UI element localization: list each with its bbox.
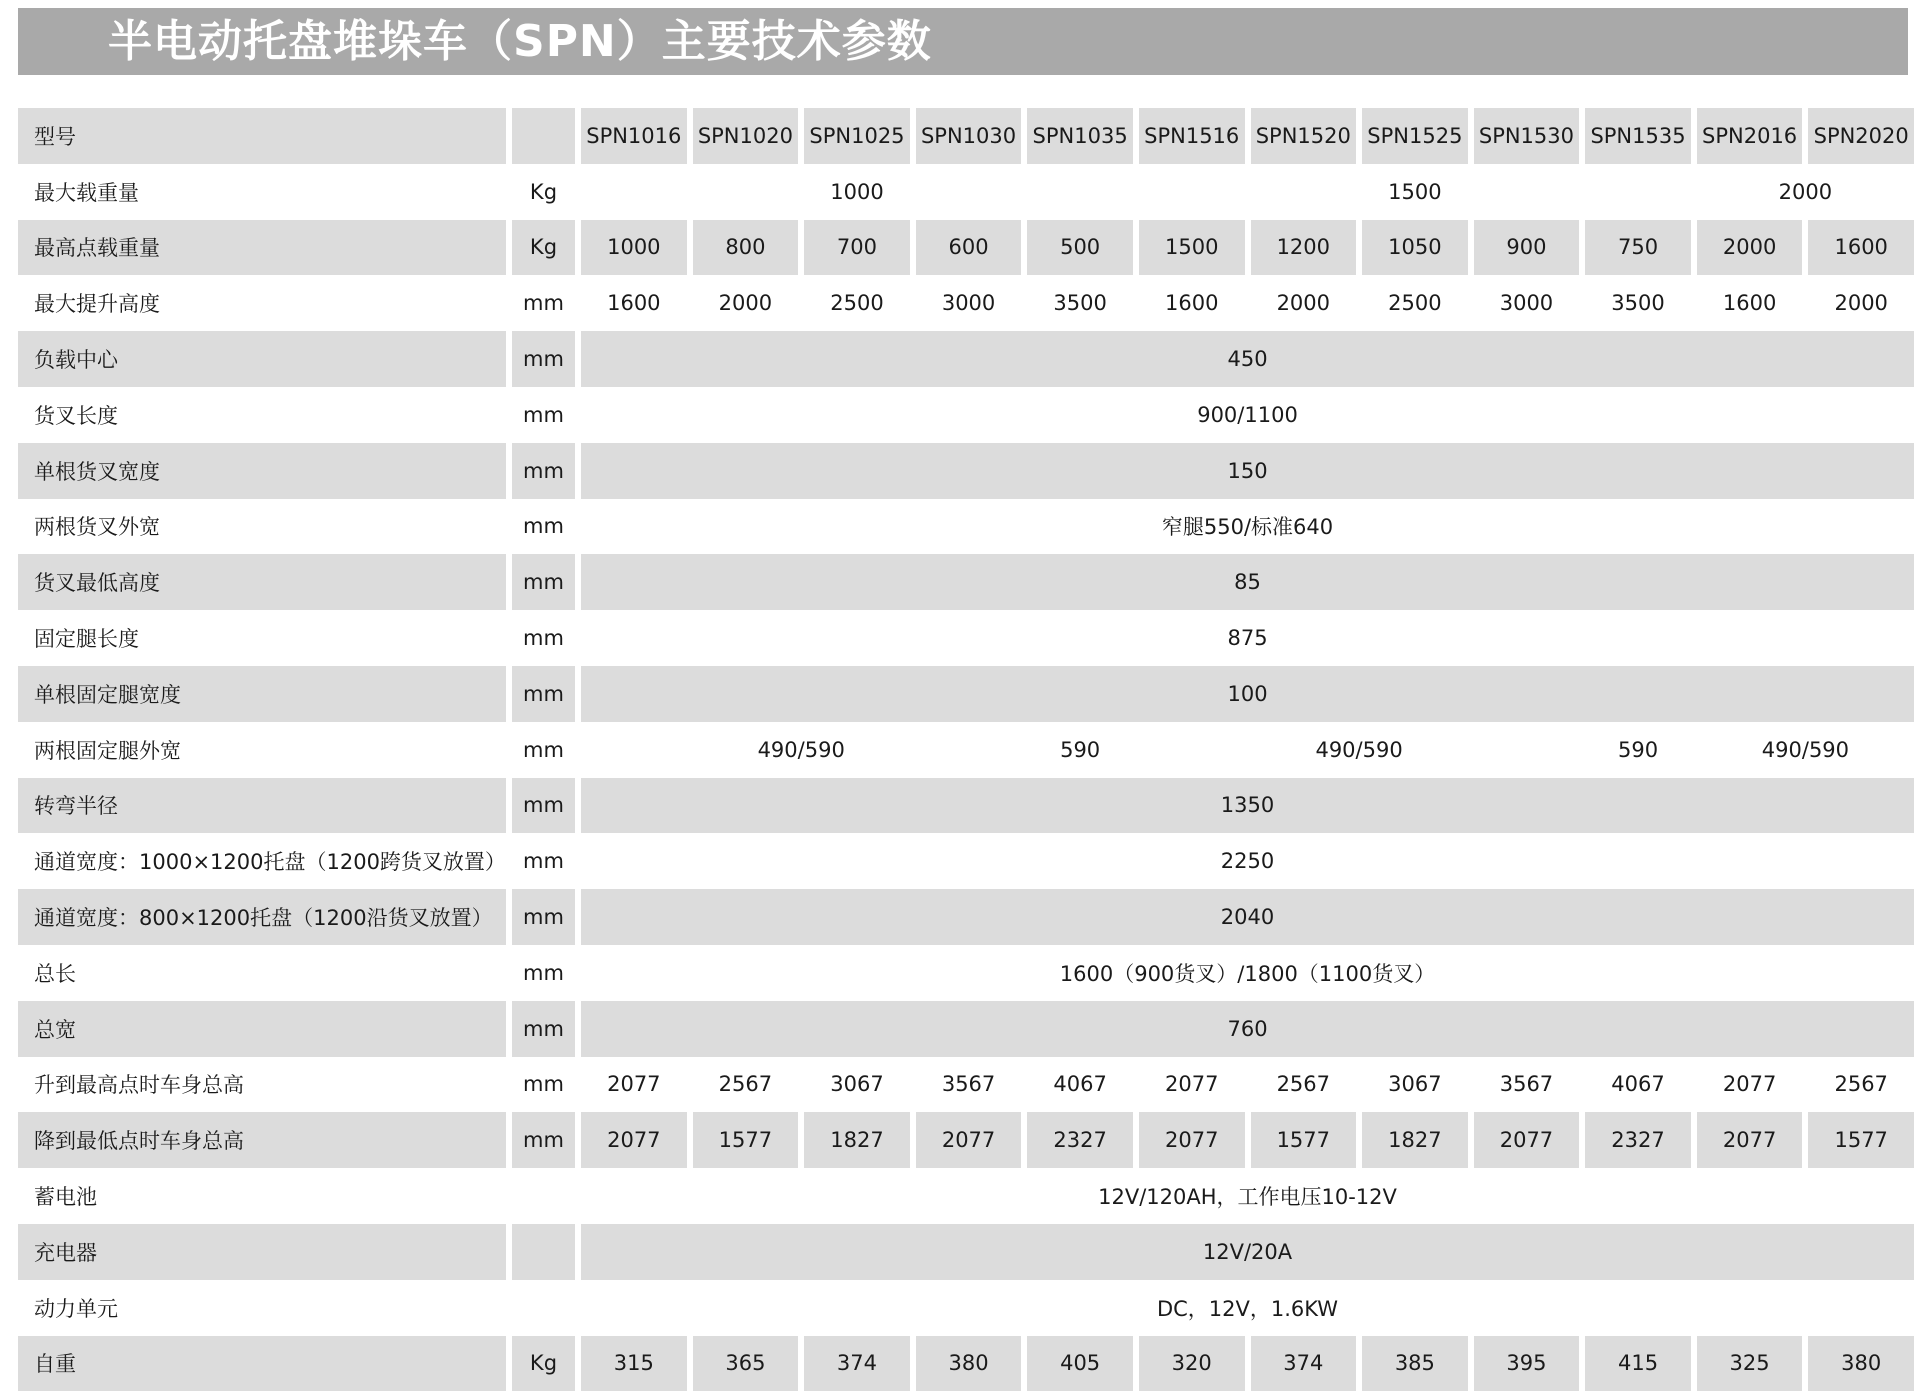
row-label: 转弯半径 — [18, 778, 506, 834]
table-row — [18, 778, 1914, 834]
table-cell: 2000 — [1834, 291, 1888, 316]
table-cell: 2077 — [607, 1072, 661, 1097]
table-row — [18, 220, 1914, 276]
table-cell: 3500 — [1611, 291, 1665, 316]
spec-table-body — [18, 108, 1914, 1391]
table-cell: SPN1035 — [1027, 108, 1133, 164]
table-cell: 325 — [1697, 1336, 1803, 1391]
row-unit: Kg — [529, 179, 558, 204]
table-cell: SPN1516 — [1139, 108, 1245, 164]
table-cell: 3000 — [1499, 291, 1554, 316]
row-label: 升到最高点时车身总高 — [34, 1073, 244, 1098]
row-label: 固定腿长度 — [34, 627, 139, 652]
table-cell: SPN1525 — [1362, 108, 1468, 164]
table-cell: 1600 — [607, 291, 661, 316]
table-cell: 3067 — [1388, 1072, 1442, 1097]
table-cell: 1600 — [1808, 220, 1914, 276]
table-cell: 2077 — [1474, 1112, 1580, 1168]
table-cell: SPN1016 — [581, 108, 687, 164]
table-cell: 1577 — [1808, 1112, 1914, 1168]
table-cell: 590 — [1617, 737, 1659, 762]
row-label: 负载中心 — [18, 331, 506, 387]
table-cell: 12V/120AH，工作电压10-12V — [1098, 1185, 1397, 1210]
row-label: 最高点载重量 — [18, 220, 506, 276]
table-cell: 374 — [1251, 1336, 1357, 1391]
table-cell: 1350 — [581, 778, 1914, 834]
table-cell: 150 — [581, 443, 1914, 499]
table-cell: 500 — [1027, 220, 1133, 276]
table-cell: 1000 — [581, 220, 687, 276]
table-row — [18, 1168, 1914, 1224]
table-cell: 3500 — [1053, 291, 1107, 316]
table-cell: 315 — [581, 1336, 687, 1391]
table-cell: 380 — [916, 1336, 1022, 1391]
table-cell: 2040 — [581, 889, 1914, 945]
table-row — [18, 331, 1914, 387]
row-label: 单根货叉宽度 — [18, 443, 506, 499]
table-row — [18, 1280, 1914, 1336]
row-label: 自重 — [18, 1336, 506, 1391]
table-row — [18, 275, 1914, 331]
table-cell: 1600 — [1722, 291, 1777, 316]
table-row — [18, 722, 1914, 778]
table-row — [18, 554, 1914, 610]
table-row — [18, 945, 1914, 1001]
table-cell: SPN1030 — [916, 108, 1022, 164]
table-row — [18, 889, 1914, 945]
table-cell: 490/590 — [1761, 737, 1850, 762]
table-row — [18, 387, 1914, 443]
table-cell: 1600（900货叉）/1800（1100货叉） — [1059, 961, 1436, 986]
table-row — [18, 108, 1914, 164]
table-cell: 374 — [804, 1336, 910, 1391]
table-cell: 3067 — [830, 1072, 884, 1097]
table-cell: 1577 — [693, 1112, 799, 1168]
table-cell: 2567 — [1834, 1072, 1888, 1097]
table-cell: 3000 — [941, 291, 996, 316]
table-cell: 380 — [1808, 1336, 1914, 1391]
table-cell: 3567 — [1499, 1072, 1554, 1097]
table-cell: 750 — [1585, 220, 1691, 276]
table-cell: 1500 — [1388, 179, 1442, 204]
row-label: 蓄电池 — [34, 1185, 97, 1210]
row-label: 通道宽度：800×1200托盘（1200沿货叉放置） — [18, 889, 506, 945]
table-cell: 385 — [1362, 1336, 1468, 1391]
table-cell: 320 — [1139, 1336, 1245, 1391]
table-cell: 2077 — [1697, 1112, 1803, 1168]
table-row — [18, 499, 1914, 555]
row-unit: Kg — [512, 1336, 575, 1391]
row-unit — [512, 1168, 575, 1224]
row-unit — [512, 108, 575, 164]
row-unit: mm — [523, 626, 564, 651]
table-cell: 875 — [1227, 626, 1268, 651]
row-label: 动力单元 — [34, 1296, 118, 1321]
table-cell: 1500 — [1139, 220, 1245, 276]
table-row — [18, 443, 1914, 499]
row-label: 充电器 — [18, 1224, 506, 1280]
row-unit: mm — [523, 849, 564, 874]
row-unit: mm — [523, 291, 564, 316]
row-label: 总宽 — [18, 1001, 506, 1057]
table-cell: 2077 — [1139, 1112, 1245, 1168]
table-row — [18, 833, 1914, 889]
table-cell: 700 — [804, 220, 910, 276]
table-cell: DC，12V，1.6KW — [1156, 1296, 1339, 1321]
table-cell: 2327 — [1027, 1112, 1133, 1168]
row-unit: mm — [523, 960, 564, 985]
table-cell: 395 — [1474, 1336, 1580, 1391]
table-cell: 1200 — [1251, 220, 1357, 276]
table-cell: 1050 — [1362, 220, 1468, 276]
row-unit: mm — [512, 1001, 575, 1057]
table-cell: SPN1535 — [1585, 108, 1691, 164]
table-cell: 590 — [1060, 737, 1101, 762]
row-unit: mm — [512, 443, 575, 499]
table-cell: 1000 — [830, 179, 884, 204]
table-cell: SPN2016 — [1697, 108, 1803, 164]
row-unit: mm — [523, 514, 564, 539]
table-cell: 1600 — [1164, 291, 1219, 316]
row-label: 货叉长度 — [34, 403, 118, 428]
table-cell: 600 — [916, 220, 1022, 276]
table-cell: 2077 — [1164, 1072, 1219, 1097]
table-cell: 365 — [693, 1336, 799, 1391]
row-unit: mm — [523, 402, 564, 427]
table-cell: 2567 — [1276, 1072, 1331, 1097]
row-unit: Kg — [512, 220, 575, 276]
row-unit: mm — [523, 737, 564, 762]
row-label: 降到最低点时车身总高 — [18, 1112, 506, 1168]
table-cell: 4067 — [1053, 1072, 1107, 1097]
table-cell: SPN1020 — [693, 108, 799, 164]
table-cell: SPN1530 — [1474, 108, 1580, 164]
table-cell: 2327 — [1585, 1112, 1691, 1168]
table-cell: 490/590 — [1315, 737, 1403, 762]
spec-table — [12, 108, 1920, 1391]
table-cell: 2000 — [718, 291, 773, 316]
table-cell: 100 — [581, 666, 1914, 722]
table-cell: 2000 — [1697, 220, 1803, 276]
table-cell: 415 — [1585, 1336, 1691, 1391]
table-cell: 12V/20A — [581, 1224, 1914, 1280]
table-cell: 2500 — [830, 291, 884, 316]
table-row — [18, 1112, 1914, 1168]
table-cell: 900 — [1474, 220, 1580, 276]
row-label: 型号 — [18, 108, 506, 164]
row-unit — [512, 1224, 575, 1280]
row-label: 两根货叉外宽 — [34, 515, 160, 540]
table-row — [18, 1224, 1914, 1280]
table-row — [18, 1336, 1914, 1391]
table-cell: 2077 — [916, 1112, 1022, 1168]
table-row — [18, 164, 1914, 220]
row-unit: mm — [512, 331, 575, 387]
table-cell: 窄腿550/标准640 — [1161, 515, 1334, 540]
table-cell: 1827 — [1362, 1112, 1468, 1168]
table-row — [18, 610, 1914, 666]
table-cell: 2077 — [1722, 1072, 1777, 1097]
table-row — [18, 1057, 1914, 1113]
table-cell: 4067 — [1611, 1072, 1665, 1097]
table-cell: SPN1025 — [804, 108, 910, 164]
row-unit: mm — [512, 554, 575, 610]
table-cell: 2567 — [718, 1072, 773, 1097]
table-cell: 2000 — [1276, 291, 1331, 316]
row-unit: mm — [512, 1112, 575, 1168]
title-banner — [18, 8, 1908, 75]
row-unit: mm — [512, 889, 575, 945]
table-cell: 2500 — [1388, 291, 1442, 316]
row-unit: mm — [512, 666, 575, 722]
row-label: 单根固定腿宽度 — [18, 666, 506, 722]
row-label: 最大载重量 — [34, 180, 139, 205]
table-cell: SPN2020 — [1808, 108, 1914, 164]
table-cell: 490/590 — [757, 737, 845, 762]
table-cell: 800 — [693, 220, 799, 276]
table-cell: 900/1100 — [1197, 402, 1298, 427]
row-label: 货叉最低高度 — [18, 554, 506, 610]
table-cell: 760 — [581, 1001, 1914, 1057]
page-title: 半电动托盘堆垛车（SPN）主要技术参数 — [108, 16, 932, 67]
row-label: 通道宽度：1000×1200托盘（1200跨货叉放置） — [34, 850, 506, 875]
table-row — [18, 1001, 1914, 1057]
table-cell: 3567 — [941, 1072, 996, 1097]
table-cell: SPN1520 — [1251, 108, 1357, 164]
table-cell: 1827 — [804, 1112, 910, 1168]
table-row — [18, 666, 1914, 722]
row-label: 总长 — [34, 961, 76, 986]
row-unit — [512, 1280, 575, 1336]
table-cell: 1577 — [1251, 1112, 1357, 1168]
table-cell: 2000 — [1778, 179, 1833, 204]
table-cell: 450 — [581, 331, 1914, 387]
table-cell: 85 — [581, 554, 1914, 610]
table-cell: 405 — [1027, 1336, 1133, 1391]
row-label: 两根固定腿外宽 — [34, 738, 181, 763]
table-cell: 2250 — [1220, 849, 1275, 874]
table-cell: 2077 — [581, 1112, 687, 1168]
row-unit: mm — [512, 778, 575, 834]
row-unit: mm — [523, 1072, 564, 1097]
row-label: 最大提升高度 — [34, 292, 160, 317]
